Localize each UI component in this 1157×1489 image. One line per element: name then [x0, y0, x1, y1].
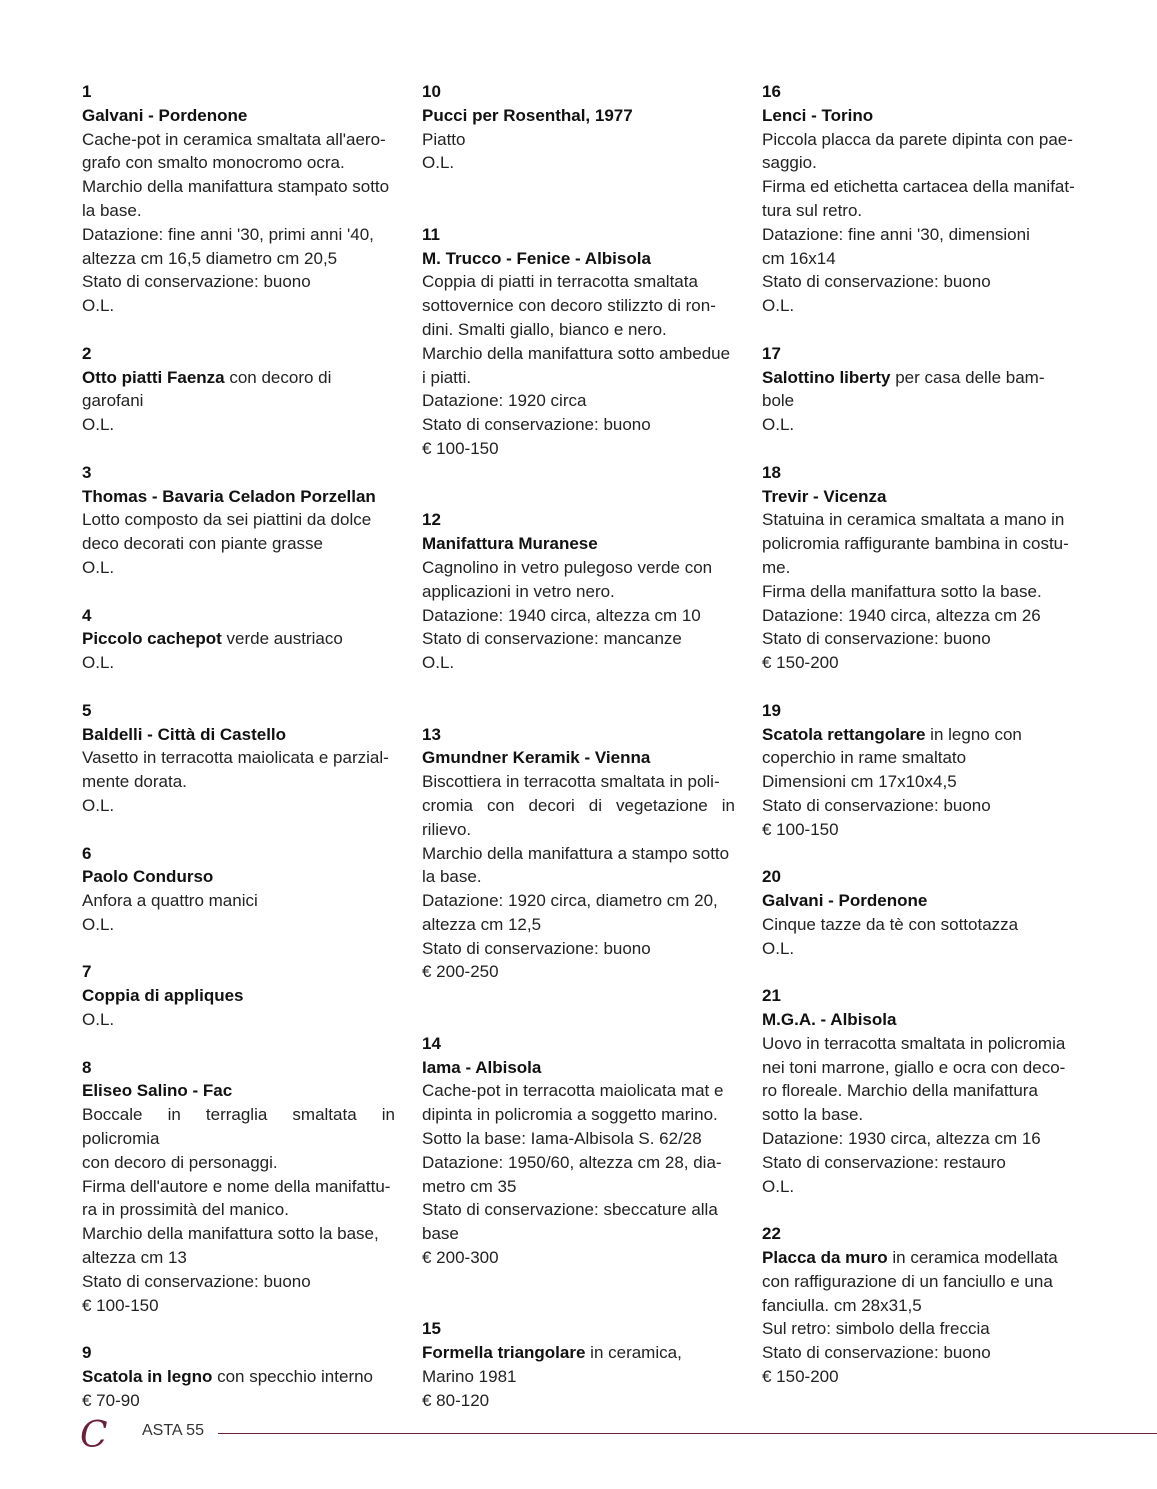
lot-number: 2: [82, 343, 92, 363]
lot-title-line: [422, 1056, 735, 1080]
lot-description-line: Cagnolino in vetro pulegoso verde con: [422, 557, 713, 577]
lot-title-line: [82, 627, 395, 651]
lot-entry: [762, 461, 1075, 675]
lot-spacer: [82, 1317, 395, 1341]
lot-number: 20: [762, 867, 781, 887]
lot-title-line: [82, 104, 395, 128]
lot-title-line: [422, 104, 735, 128]
lot-description-line: Marino 1981: [422, 1367, 517, 1387]
lot-description-line: Cinque tazze da tè con sottotazza: [762, 914, 1019, 934]
lot-spacer: [762, 960, 1075, 984]
lot-number: 15: [422, 1319, 441, 1339]
lot-title: Gmundner Keramik - Vienna: [422, 748, 651, 768]
lot-description-line: Biscottiera in terracotta smaltata in poli-: [422, 772, 720, 792]
lot-description-line: Stato di conservazione: buono: [762, 629, 991, 649]
lot-spacer: [82, 437, 395, 461]
lot-description-line: Datazione: fine anni '30, dimensioni: [762, 224, 1030, 244]
lot-title: Thomas - Bavaria Celadon Porzellan: [82, 486, 376, 506]
lot-title: Placca da muro: [762, 1248, 888, 1268]
lot-spacer: [82, 1032, 395, 1056]
lot-description-line: grafo con smalto monocromo ocra.: [82, 153, 345, 173]
lot-title-line: [762, 104, 1075, 128]
lot-description-line: O.L.: [422, 153, 455, 173]
lot-spacer: [762, 318, 1075, 342]
lot-number: 19: [762, 700, 781, 720]
lot-description-line: la base.: [82, 200, 142, 220]
lot-entry: [422, 508, 735, 675]
lot-description-line: O.L.: [82, 296, 115, 316]
lot-title: Eliseo Salino - Fac: [82, 1081, 233, 1101]
lot-description-line: Statuina in ceramica smaltata a mano in: [762, 510, 1065, 530]
lot-title-line: [762, 889, 1075, 913]
lot-description-line: Sotto la base: Iama-Albisola S. 62/28: [422, 1129, 702, 1149]
svg-text:C: C: [80, 1415, 108, 1454]
lot-title-line: [762, 723, 1075, 747]
lot-description-line: € 100-150: [762, 819, 839, 839]
lot-number: 12: [422, 510, 441, 530]
lot-number: 7: [82, 962, 92, 982]
lot-description-line: Stato di conservazione: mancanze: [422, 629, 682, 649]
lot-description-line: Datazione: 1930 circa, altezza cm 16: [762, 1129, 1041, 1149]
lot-entry: [82, 1056, 395, 1318]
lot-spacer: [82, 675, 395, 699]
lot-spacer: [762, 1198, 1075, 1222]
page-footer: [78, 1414, 1157, 1454]
lot-description-line: Datazione: 1920 circa: [422, 391, 587, 411]
lot-description-line: Cache-pot in ceramica smaltata all'aero-: [82, 129, 386, 149]
lot-description-line: applicazioni in vetro nero.: [422, 581, 615, 601]
lot-title: Galvani - Pordenone: [762, 891, 928, 911]
lot-description-line: € 100-150: [82, 1295, 159, 1315]
lot-description-line: € 80-120: [422, 1390, 490, 1410]
lot-title: Formella triangolare: [422, 1343, 586, 1363]
lot-description-line: Datazione: fine anni '30, primi anni '40,: [82, 224, 374, 244]
lot-title-line: [762, 1246, 1075, 1270]
lot-description-line: € 200-300: [422, 1248, 499, 1268]
lot-spacer: [82, 318, 395, 342]
lot-description-line: bole: [762, 391, 795, 411]
lot-title-suffix: con specchio interno: [212, 1367, 374, 1387]
lot-description-line: la base.: [422, 867, 482, 887]
lot-description-line: Marchio della manifattura sotto la base,: [82, 1224, 379, 1244]
lot-description-line: altezza cm 12,5: [422, 914, 542, 934]
lot-title-line: [762, 366, 1075, 390]
lot-title-suffix: con decoro di: [224, 367, 332, 387]
lot-description-line: Uovo in terracotta smaltata in policromia: [762, 1033, 1066, 1053]
lot-entry: [82, 699, 395, 818]
lot-number: 8: [82, 1057, 92, 1077]
lot-number: 1: [82, 82, 92, 101]
lot-spacer: [82, 580, 395, 604]
lot-spacer: [762, 437, 1075, 461]
lot-description-line: € 100-150: [422, 438, 499, 458]
column-right: [762, 80, 1075, 1389]
lot-entry: [762, 865, 1075, 960]
lot-title-suffix: in ceramica modellata: [887, 1248, 1058, 1268]
lot-title-line: [422, 532, 735, 556]
lot-title: Baldelli - Città di Castello: [82, 724, 287, 744]
lot-title-line: [422, 746, 735, 770]
lot-description-line: altezza cm 16,5 diametro cm 20,5: [82, 248, 338, 268]
column-left: [82, 80, 395, 1413]
lot-title: Lenci - Torino: [762, 105, 874, 125]
lot-description-line: con decoro di personaggi.: [82, 1152, 278, 1172]
lot-description-line: con raffigurazione di un fanciullo e una: [762, 1271, 1053, 1291]
lot-description-line: mente dorata.: [82, 772, 187, 792]
lot-spacer: [82, 937, 395, 961]
lot-description-line: O.L.: [82, 415, 115, 435]
lot-description-line: Piccola placca da parete dipinta con pae-: [762, 129, 1073, 149]
lot-entry: [762, 80, 1075, 318]
lot-description-line: O.L.: [82, 1010, 115, 1030]
lot-title-line: [82, 1365, 395, 1389]
lot-description-line: i piatti.: [422, 367, 472, 387]
lot-description-line: Datazione: 1920 circa, diametro cm 20,: [422, 891, 718, 911]
lot-description-line: O.L.: [82, 914, 115, 934]
lot-entry: [422, 223, 735, 461]
lot-title: Pucci per Rosenthal, 1977: [422, 105, 633, 125]
lot-description-line: fanciulla. cm 28x31,5: [762, 1295, 922, 1315]
lot-description-line: O.L.: [82, 557, 115, 577]
lot-description-line: € 150-200: [762, 1367, 839, 1387]
lot-description-line: Marchio della manifattura sotto ambedue: [422, 343, 731, 363]
lot-description-line: € 70-90: [82, 1390, 140, 1410]
lot-entry: [82, 80, 395, 318]
lot-description-line: deco decorati con piante grasse: [82, 534, 323, 554]
lot-description-line: O.L.: [762, 938, 795, 958]
lot-entry: [82, 960, 395, 1031]
lot-title-line: [422, 1341, 735, 1365]
lot-title-line: [422, 247, 735, 271]
lot-description-line: € 150-200: [762, 653, 839, 673]
lot-description-line: garofani: [82, 391, 144, 411]
lot-number: 4: [82, 605, 92, 625]
lot-title-line: [82, 984, 395, 1008]
lot-entry: [762, 342, 1075, 437]
lot-entry: [422, 1317, 735, 1412]
lot-spacer: [422, 175, 735, 223]
lot-title-line: [82, 1079, 395, 1103]
lot-description-line: O.L.: [82, 795, 115, 815]
lot-title-suffix: in ceramica,: [585, 1343, 682, 1363]
lot-number: 6: [82, 843, 92, 863]
lot-title-line: [82, 865, 395, 889]
lot-entry: [82, 604, 395, 675]
lot-title-line: [762, 485, 1075, 509]
lot-description-line: base: [422, 1224, 459, 1244]
lot-entry: [82, 842, 395, 937]
lot-description-line: Piatto: [422, 129, 466, 149]
lot-number: 16: [762, 82, 781, 101]
lot-description-line: O.L.: [762, 415, 795, 435]
lot-entry: [762, 699, 1075, 842]
lot-title: Otto piatti Faenza: [82, 367, 225, 387]
lot-description-line: Stato di conservazione: buono: [82, 1271, 311, 1291]
lot-description-line: Stato di conservazione: buono: [422, 415, 651, 435]
lot-description-line: Coppia di piatti in terracotta smaltata: [422, 272, 698, 292]
lot-title: Trevir - Vicenza: [762, 486, 887, 506]
lot-description-line: sottovernice con decoro stilizzto di ron-: [422, 296, 716, 316]
lot-spacer: [422, 675, 735, 723]
lot-entry: [762, 984, 1075, 1198]
lot-description-line: cm 16x14: [762, 248, 836, 268]
lot-description-line: Stato di conservazione: restauro: [762, 1152, 1006, 1172]
footer-divider: [218, 1433, 1157, 1434]
lot-description-line: ra in prossimità del manico.: [82, 1200, 289, 1220]
lot-entry: [82, 461, 395, 580]
lot-description-line: saggio.: [762, 153, 817, 173]
lot-description-line: Sul retro: simbolo della freccia: [762, 1319, 990, 1339]
lot-description-line: Datazione: 1950/60, altezza cm 28, dia-: [422, 1152, 722, 1172]
lot-title: Piccolo cachepot: [82, 629, 222, 649]
lot-spacer: [762, 675, 1075, 699]
lot-number: 18: [762, 462, 781, 482]
lot-description-line: policromia raffigurante bambina in costu-: [762, 534, 1069, 554]
lot-description-line: nei toni marrone, giallo e ocra con deco-: [762, 1057, 1066, 1077]
lot-number: 21: [762, 986, 781, 1006]
lot-description-line: me.: [762, 557, 791, 577]
lot-title: Manifattura Muranese: [422, 534, 598, 554]
lot-description-line: dini. Smalti giallo, bianco e nero.: [422, 319, 667, 339]
lot-description-line: Stato di conservazione: buono: [762, 795, 991, 815]
lot-spacer: [82, 818, 395, 842]
lot-description-line: O.L.: [82, 653, 115, 673]
lot-description-line: metro cm 35: [422, 1176, 517, 1196]
lot-entry: [422, 723, 735, 985]
lot-description-line: Stato di conservazione: sbeccature alla: [422, 1200, 718, 1220]
lot-title: Iama - Albisola: [422, 1057, 542, 1077]
lot-description-line: Lotto composto da sei piattini da dolce: [82, 510, 372, 530]
lot-title-line: [762, 1008, 1075, 1032]
lot-number: 22: [762, 1224, 781, 1244]
lot-number: 11: [422, 224, 440, 244]
lot-entry: [422, 80, 735, 175]
lot-number: 17: [762, 343, 781, 363]
lot-entry: [762, 1222, 1075, 1389]
lot-spacer: [422, 1270, 735, 1318]
lot-description-line: Firma ed etichetta cartacea della manifat-: [762, 177, 1075, 197]
lot-title: Scatola in legno: [82, 1367, 213, 1387]
lot-description-line: Marchio della manifattura a stampo sotto: [422, 843, 730, 863]
lot-description-line: Cache-pot in terracotta maiolicata mat e: [422, 1081, 724, 1101]
lot-number: 9: [82, 1343, 92, 1363]
lot-number: 5: [82, 700, 92, 720]
lot-entry: [422, 1032, 735, 1270]
lot-description-line: tura sul retro.: [762, 200, 863, 220]
lot-description-line: Vasetto in terracotta maiolicata e parzial-: [82, 748, 389, 768]
lot-title: Salottino liberty: [762, 367, 891, 387]
lot-description-line: Marchio della manifattura stampato sotto: [82, 177, 390, 197]
lot-title: Paolo Condurso: [82, 867, 214, 887]
lot-number: 14: [422, 1033, 441, 1053]
catalog-logo: [78, 1414, 114, 1454]
lot-title: Scatola rettangolare: [762, 724, 926, 744]
lot-title-suffix: in legno con: [925, 724, 1022, 744]
lot-description-line: Stato di conservazione: buono: [762, 272, 991, 292]
lot-title: Galvani - Pordenone: [82, 105, 248, 125]
lot-description-line: Stato di conservazione: buono: [82, 272, 311, 292]
lot-description-line: Firma dell'autore e nome della manifattu-: [82, 1176, 391, 1196]
lot-description-line: O.L.: [762, 296, 795, 316]
footer-label: ASTA 55: [142, 1422, 204, 1439]
lot-title-line: [82, 366, 395, 390]
lot-spacer: [422, 984, 735, 1032]
lot-number: 3: [82, 462, 92, 482]
lot-description-line: Stato di conservazione: buono: [762, 1343, 991, 1363]
lot-description-line: sotto la base.: [762, 1105, 864, 1125]
lot-description-line: dipinta in policromia a soggetto marino.: [422, 1105, 718, 1125]
lot-description-line: ro floreale. Marchio della manifattura: [762, 1081, 1038, 1101]
lot-description-line: Firma della manifattura sotto la base.: [762, 581, 1042, 601]
lot-number: 10: [422, 82, 441, 101]
lot-spacer: [762, 842, 1075, 866]
lot-description-line: Anfora a quattro manici: [82, 891, 258, 911]
lot-title: M. Trucco - Fenice - Albisola: [422, 248, 651, 268]
lot-description-line: Datazione: 1940 circa, altezza cm 10: [422, 605, 701, 625]
lot-description-line: O.L.: [762, 1176, 795, 1196]
lot-number: 13: [422, 724, 441, 744]
lot-title: Coppia di appliques: [82, 986, 244, 1006]
lot-description-line: € 200-250: [422, 962, 499, 982]
lot-entry: [82, 342, 395, 437]
lot-title-line: [82, 723, 395, 747]
lot-entry: [82, 1341, 395, 1412]
lot-title-suffix: per casa delle bam-: [890, 367, 1045, 387]
lot-description-line: coperchio in rame smaltato: [762, 748, 967, 768]
lot-description-line: Dimensioni cm 17x10x4,5: [762, 772, 957, 792]
column-middle: [422, 80, 735, 1413]
lot-spacer: [422, 461, 735, 509]
lot-title: M.G.A. - Albisola: [762, 1010, 897, 1030]
lot-description-line: O.L.: [422, 653, 455, 673]
lot-description-line: Boccale in terraglia smaltata in policromia: [82, 1105, 395, 1149]
lot-description-line: Datazione: 1940 circa, altezza cm 26: [762, 605, 1041, 625]
lot-title-line: [82, 485, 395, 509]
lot-description-line: cromia con decori di vegetazione in rilievo.: [422, 795, 735, 839]
lot-description-line: altezza cm 13: [82, 1248, 187, 1268]
lot-title-suffix: verde austriaco: [221, 629, 343, 649]
lot-description-line: Stato di conservazione: buono: [422, 938, 651, 958]
